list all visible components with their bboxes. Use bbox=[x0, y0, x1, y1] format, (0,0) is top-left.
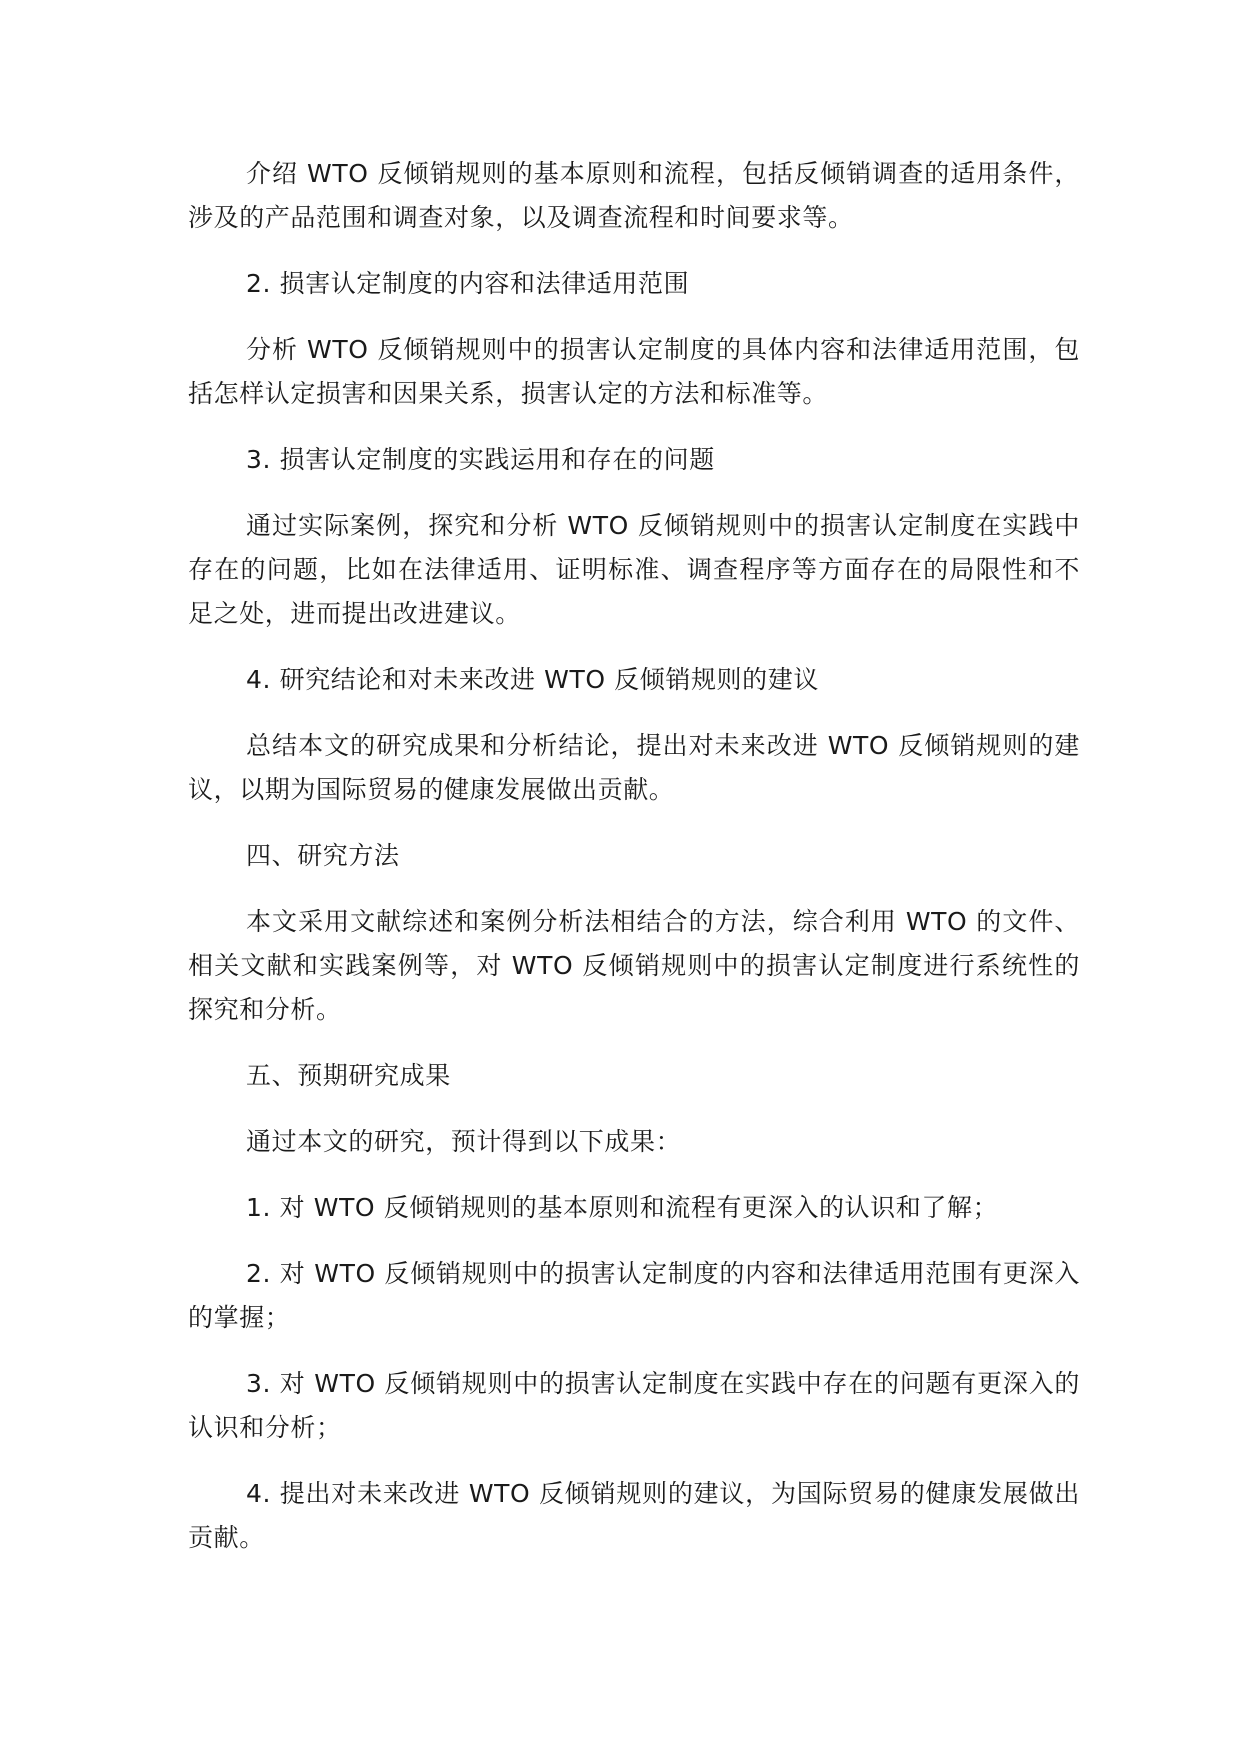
paragraph-case-study-issues: 通过实际案例，探究和分析 WTO 反倾销规则中的损害认定制度在实践中存在的问题，比如在法律适用、证明标准、调查程序等方面存在的局限性和不足之处，进而提出改进建议。 bbox=[188, 511, 1080, 628]
list-item-result-3: 3. 对 WTO 反倾销规则中的损害认定制度在实践中存在的问题有更深入的认识和分析； bbox=[188, 1369, 1080, 1442]
heading-damage-system-scope: 2. 损害认定制度的内容和法律适用范围 bbox=[246, 269, 690, 298]
list-item-result-1: 1. 对 WTO 反倾销规则的基本原则和流程有更深入的认识和了解； bbox=[246, 1193, 999, 1222]
paragraph-intro-rules: 介绍 WTO 反倾销规则的基本原则和流程，包括反倾销调查的适用条件，涉及的产品范围和调查对象，以及调查流程和时间要求等。 bbox=[188, 159, 1080, 232]
heading-expected-results: 五、预期研究成果 bbox=[246, 1061, 451, 1090]
list-item-result-2: 2. 对 WTO 反倾销规则中的损害认定制度的内容和法律适用范围有更深入的掌握； bbox=[188, 1259, 1080, 1332]
paragraph-conclusion-summary: 总结本文的研究成果和分析结论，提出对未来改进 WTO 反倾销规则的建议，以期为国际贸易的健康发展做出贡献。 bbox=[188, 731, 1080, 804]
heading-conclusion-suggestions: 4. 研究结论和对未来改进 WTO 反倾销规则的建议 bbox=[246, 665, 819, 694]
heading-damage-practice-issues: 3. 损害认定制度的实践运用和存在的问题 bbox=[246, 445, 715, 474]
paragraph-expected-intro: 通过本文的研究，预计得到以下成果： bbox=[246, 1127, 682, 1156]
paragraph-damage-system-analysis: 分析 WTO 反倾销规则中的损害认定制度的具体内容和法律适用范围，包括怎样认定损害和因果关系，损害认定的方法和标准等。 bbox=[188, 335, 1080, 408]
heading-research-method: 四、研究方法 bbox=[246, 841, 400, 870]
document-page bbox=[188, 152, 1080, 1582]
paragraph-research-method: 本文采用文献综述和案例分析法相结合的方法，综合利用 WTO 的文件、相关文献和实践案例等，对 WTO 反倾销规则中的损害认定制度进行系统性的探究和分析。 bbox=[188, 907, 1080, 1024]
list-item-result-4: 4. 提出对未来改进 WTO 反倾销规则的建议，为国际贸易的健康发展做出贡献。 bbox=[188, 1479, 1080, 1552]
